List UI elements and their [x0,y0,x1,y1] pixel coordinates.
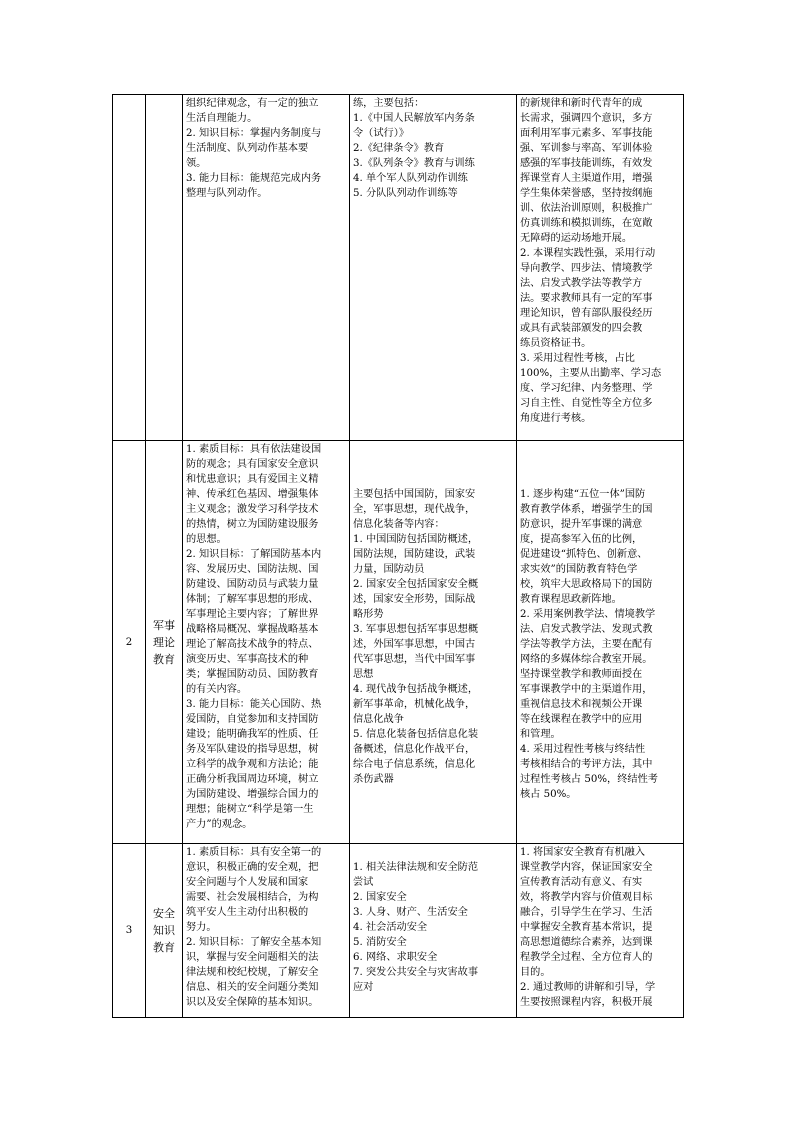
cell-line: 防意识，提升军事课的满意 [520,519,643,530]
course-table-body [113,95,684,1018]
cell-line: 度、学习纪律、内务整理、学 [520,383,653,394]
cell-line: 1. 逐步构建“五位一体”国防 [520,489,646,500]
requirements-cell [517,844,684,1018]
cell-line: 高思想道德综合素养，达到课 [520,937,653,948]
cell-line: 爱国防，自觉参加和支持国防 [186,714,319,725]
course-name-line: 军事 [153,618,175,632]
cell-line: 1.《中国人民解放军内务条 [353,113,475,124]
cell-line: 述，外国军事思想，中国古 [353,639,476,650]
cell-line: 4. 社会活动安全 [353,922,428,933]
course-table [112,94,684,1018]
cell-line: 体制；了解军事思想的形成、 [186,594,319,605]
cell-line: 挥课堂育人主渠道作用，增强 [520,173,653,184]
cell-line: 7. 突发公共安全与灾害故事 [353,967,479,978]
table-row [113,844,684,1018]
cell-line: 备概述，信息化作战平台， [353,744,476,755]
row-number [113,95,146,441]
cell-line: 组织纪律观念，有一定的独立 [186,98,319,109]
cell-line: 国防法规，国防建设，武装 [353,549,476,560]
cell-line: 整理与队列动作。 [186,188,268,199]
cell-line: 杀伤武器 [353,774,394,785]
cell-line: 建设；能明确我军的性质、任 [186,729,319,740]
cell-line: 角度进行考核。 [520,413,592,424]
course-name-line: 教育 [153,941,175,954]
cell-line: 中掌握安全教育基本常识，提 [520,922,653,933]
row-number: 3 [113,844,146,1018]
cell-line: 力量，国防动员 [353,564,425,575]
cell-line: 和忧患意识；具有爱国主义精 [186,474,319,485]
cell-line: 考核相结合的考评方法，其中 [520,759,653,770]
cell-line: 生要按照课程内容，积极开展 [520,997,653,1008]
content-cell [350,844,517,1018]
content-cell [350,441,517,844]
cell-line: 等在线课程在教学中的应用 [520,714,643,725]
cell-line: 1. 素质目标：具有安全第一的 [186,847,322,858]
cell-line: 无障碍的运动场地开展。 [520,233,633,244]
cell-line: 2. 本课程实践性强，采用行动 [520,248,656,259]
table-row [113,441,684,844]
cell-line: 求实效”的国防教育特色学 [520,564,638,575]
cell-line: 6. 网络、求职安全 [353,952,438,963]
cell-line: 意识，积极正确的安全观，把 [186,862,319,873]
cell-line: 2. 知识目标：掌握内务制度与 [186,128,322,139]
cell-line: 促进建设“抓特色、创新意、 [520,549,648,560]
cell-line: 信息、相关的安全问题分类知 [186,982,319,993]
cell-line: 务及军队建设的指导思想，树 [186,744,319,755]
cell-line: 类；掌握国防动员、国防教育 [186,669,319,680]
cell-line: 程教学全过程、全方位育人的 [520,952,653,963]
cell-line: 律法规和校纪校规，了解安全 [186,967,319,978]
cell-line: 2. 国家安全包括国家安全概 [353,579,479,590]
cell-line: 教育教学体系，增强学生的国 [520,504,653,515]
cell-line: 需要、社会发展相结合，为构 [186,892,319,903]
course-name [146,844,183,1018]
course-name [146,95,183,441]
cell-line: 练，主要包括： [353,98,425,109]
cell-line: 坚持课堂教学和教师面授在 [520,669,643,680]
cell-line: 生活制度、队列动作基本要 [186,143,309,154]
requirements-cell [517,441,684,844]
course-name-line: 理论 [153,635,175,649]
cell-line: 尝试 [353,877,374,888]
cell-line: 1. 将国家安全教育有机融入 [520,847,646,858]
cell-line: 校，筑牢大思政格局下的国防 [520,579,653,590]
cell-line: 令（试行）》 [353,128,410,139]
course-name-line: 教育 [153,652,175,666]
goals-cell [183,95,350,441]
cell-line: 识，掌握与安全问题相关的法 [186,952,319,963]
cell-line: 2. 知识目标：了解安全基本知 [186,937,322,948]
course-name [146,441,183,844]
cell-line: 筑平安人生主动付出积极的 [186,907,309,918]
cell-line: 全，军事思想，现代战争， [353,504,476,515]
cell-line: 2. 国家安全 [353,892,407,903]
cell-line: 目的。 [520,967,551,978]
cell-line: 宣传教育活动有意义、有实 [520,877,643,888]
cell-line: 3. 人身、财产、生活安全 [353,907,468,918]
cell-line: 新军事革命，机械化战争， [353,699,476,710]
cell-line: 过程性考核占 50%，终结性考 [520,774,658,785]
requirements-cell [517,95,684,441]
cell-line: 理论知识，曾有部队服役经历 [520,308,653,319]
cell-line: 2. 通过教师的讲解和引导，学 [520,982,656,993]
cell-line: 长需求，强调四个意识，多方 [520,113,653,124]
cell-line: 习自主性、自觉性等全方位多 [520,398,653,409]
cell-line: 和管理。 [520,729,561,740]
cell-line: 信息化装备等内容： [353,519,445,530]
cell-line: 信息化战争 [353,714,404,725]
goals-cell [183,844,350,1018]
cell-line: 主义观念；激发学习科学技术 [186,504,319,515]
cell-line: 1. 相关法律法规和安全防范 [353,862,479,873]
cell-line: 法、启发式教学法、发现式教 [520,624,653,635]
cell-line: 正确分析我国周边环境，树立 [186,774,319,785]
cell-line: 的热情，树立为国防建设服务 [186,519,319,530]
cell-line: 代军事思想，当代中国军事 [353,654,476,665]
cell-line: 网络的多媒体综合教室开展。 [520,654,653,665]
cell-line: 4. 采用过程性考核与终结性 [520,744,646,755]
goals-cell [183,441,350,844]
cell-line: 4. 现代战争包括战争概述， [353,684,479,695]
cell-line: 思想 [353,669,374,680]
cell-line: 的新规律和新时代青年的成 [520,98,643,109]
cell-line: 学生集体荣誉感，坚持按纲施 [520,188,653,199]
cell-line: 感强的军事技能训练，有效发 [520,158,653,169]
cell-line: 1. 素质目标：具有依法建设国 [186,444,322,455]
cell-line: 面利用军事元素多、军事技能 [520,128,653,139]
cell-line: 3. 采用过程性考核，占比 [520,353,635,364]
cell-line: 生活自理能力。 [186,113,258,124]
cell-line: 学法等教学方法，主要在配有 [520,639,653,650]
cell-line: 核占 50%。 [520,789,577,800]
cell-line: 5. 消防安全 [353,937,407,948]
cell-line: 容、发展历史、国防法规、国 [186,564,319,575]
cell-line: 战略格局概况、掌握战略基本 [186,624,319,635]
cell-line: 练员资格证书。 [520,338,592,349]
course-name-line: 安全 [153,907,175,920]
cell-line: 军事课教学中的主渠道作用， [520,684,653,695]
cell-line: 述，国家安全形势，国际战 [353,594,476,605]
cell-line: 教育课程思政新阵地。 [520,594,622,605]
cell-line: 或具有武装部颁发的四会教 [520,323,643,334]
cell-line: 理论了解高技术战争的特点、 [186,639,319,650]
cell-line: 立科学的战争观和方法论；能 [186,759,319,770]
cell-line: 2.《纪律条令》教育 [353,143,445,154]
cell-line: 3. 能力目标：能关心国防、热 [186,699,322,710]
cell-line: 综合电子信息系统，信息化 [353,759,476,770]
cell-line: 100%，主要从出勤率、学习态 [520,368,662,379]
cell-line: 导向教学、四步法、情境教学 [520,263,653,274]
cell-line: 课堂教学内容，保证国家安全 [520,862,653,873]
cell-line: 仿真训练和模拟训练，在宽敞 [520,218,653,229]
cell-line: 5. 信息化装备包括信息化装 [353,729,479,740]
cell-line: 度，提高参军入伍的比例， [520,534,643,545]
cell-line: 5. 分队队列动作训练等 [353,188,458,199]
cell-line: 演变历史、军事高技术的种 [186,654,309,665]
table-row [113,95,684,441]
cell-line: 识以及安全保障的基本知识。 [186,997,319,1008]
cell-line: 融合，引导学生在学习、生活 [520,907,653,918]
cell-line: 3. 军事思想包括军事思想概 [353,624,479,635]
cell-line: 法。要求教师具有一定的军事 [520,293,653,304]
cell-line: 略形势 [353,609,384,620]
cell-line: 4. 单个军人队列动作训练 [353,173,468,184]
cell-line: 努力。 [186,922,217,933]
cell-line: 2. 知识目标：了解国防基本内 [186,549,322,560]
cell-line: 的思想。 [186,534,227,545]
cell-line: 军事理论主要内容；了解世界 [186,609,319,620]
cell-line: 重视信息技术和视频公开课 [520,699,643,710]
cell-line: 主要包括中国国防，国家安 [353,489,476,500]
row-number: 2 [113,441,146,844]
cell-line: 2. 采用案例教学法、情境教学 [520,609,656,620]
cell-line: 的有关内容。 [186,684,248,695]
cell-line: 理想；能树立“科学是第一生 [186,804,314,815]
cell-line: 法、启发式教学法等教学方 [520,278,643,289]
cell-line: 强、军训参与率高、军训体验 [520,143,653,154]
cell-line: 领。 [186,158,207,169]
cell-line: 神、传承红色基因、增强集体 [186,489,319,500]
cell-line: 防的观念；具有国家安全意识 [186,459,319,470]
cell-line: 为国防建设、增强综合国力的 [186,789,319,800]
cell-line: 效，将教学内容与价值观目标 [520,892,653,903]
cell-line: 产力”的观念。 [186,819,253,830]
cell-line: 1. 中国国防包括国防概述， [353,534,479,545]
cell-line: 训、依法治训原则，积极推广 [520,203,653,214]
cell-line: 3. 能力目标：能规范完成内务 [186,173,322,184]
cell-line: 安全问题与个人发展和国家 [186,877,309,888]
cell-line: 3.《队列条令》教育与训练 [353,158,475,169]
cell-line: 应对 [353,982,374,993]
cell-line: 防建设、国防动员与武装力量 [186,579,319,590]
content-cell [350,95,517,441]
course-name-line: 知识 [153,924,175,937]
